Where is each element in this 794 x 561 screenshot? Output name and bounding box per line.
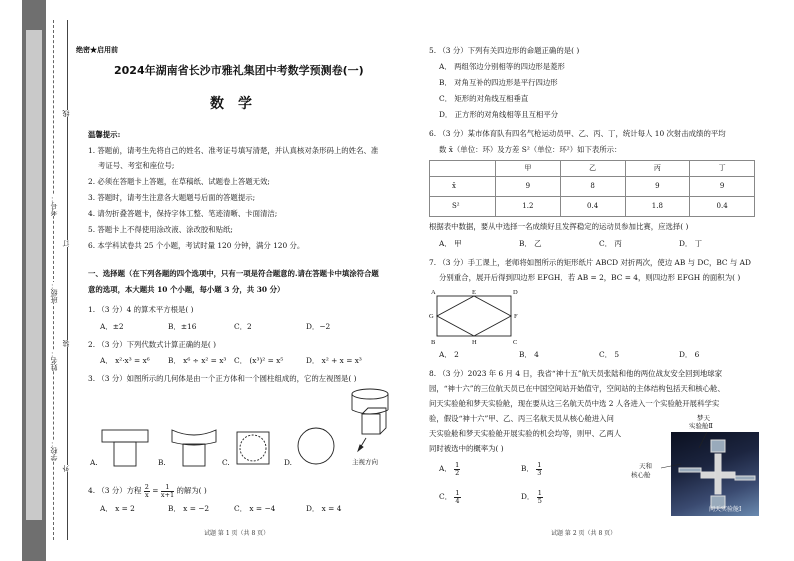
q5-option-a: A． 两组邻边分别相等的四边形是菱形 <box>439 62 565 71</box>
q3-figure-d <box>298 428 334 464</box>
section1-heading: 一、选择题（在下列各题的四个选项中，只有一项是符合题意的.请在答题卡中填涂符合题 <box>88 269 379 278</box>
q8-option-c: C． $\frac{1}{4}$ <box>439 489 460 505</box>
page-1-footer: 试题 第 1 页（共 8 页） <box>204 530 270 537</box>
page-2 <box>425 0 759 561</box>
q8-line-6: 同时被选中的概率为( ) <box>429 444 504 453</box>
q4-option-c: C． x = −4 <box>234 504 276 513</box>
q7-rectangle-figure <box>425 286 525 346</box>
binding-mark-install: 装 <box>62 340 70 347</box>
rhombus-efgh <box>437 296 511 336</box>
table-cell: 0.4 <box>560 197 625 217</box>
point-label: C <box>513 339 518 346</box>
label-pointer-lines <box>655 428 715 478</box>
q1-stem: 1. （3 分）4 的算术平方根是( ) <box>88 305 194 314</box>
notice-title: 温馨提示: <box>88 130 121 139</box>
q2-option-b: B． x⁶ ÷ x² = x³ <box>168 356 227 365</box>
table-row <box>430 197 755 217</box>
section1-heading-cont: 意的选项，本大题共 10 个小题，每小题 3 分，共 30 分） <box>88 285 285 294</box>
school-field-label: 学校： <box>50 440 62 461</box>
q8-option-b: B． $\frac{1}{3}$ <box>521 461 542 477</box>
table-cell: 1.2 <box>496 197 561 217</box>
table-cell: 9 <box>690 177 755 197</box>
table-cell: 9 <box>496 177 561 197</box>
q6-option-b: B． 乙 <box>519 239 542 248</box>
q3-solid <box>352 389 388 451</box>
q3-option-c: C. <box>222 458 230 467</box>
point-label: E <box>472 289 476 296</box>
table-cell: S² <box>430 197 496 217</box>
q3-figure-b <box>172 430 216 466</box>
q7-stem-1: 7. （3 分）手工课上，老师将如图所示的矩形纸片 ABCD 对折两次，使边 AB 与 DC，BC 与 AD <box>429 258 751 267</box>
q7-option-b: B． 4 <box>519 350 539 359</box>
q2-option-d: D． x² + x = x³ <box>306 356 362 365</box>
notice-3: 3. 答题时，请考生注意各大题题号后面的答题提示; <box>88 193 256 202</box>
q7-option-a: A． 2 <box>439 350 459 359</box>
page-2-footer: 试题 第 2 页（共 8 页） <box>551 530 617 537</box>
binding-mark-outer: 外 <box>62 465 70 472</box>
notice-2: 2. 必须在答题卡上答题，在草稿纸、试题卷上答题无效; <box>88 177 270 186</box>
table-header-cell: 丙 <box>625 161 690 177</box>
q8-line-5: 天实验舱和梦天实验舱开展实验的机会均等，则甲、乙两人 <box>429 429 622 438</box>
q4-stem-post: 的解为( ) <box>176 486 207 495</box>
notice-1-cont: 考证号、考室和座位号; <box>98 161 175 170</box>
point-label: F <box>514 313 518 320</box>
q6-stats-table <box>429 160 755 217</box>
table-header-cell: 乙 <box>560 161 625 177</box>
q8-option-a-fraction: $\frac{1}{2}$ <box>455 461 460 477</box>
binding-bar-inner <box>26 30 42 520</box>
q3-option-a: A. <box>90 458 98 467</box>
notice-1: 1. 答题前，请考生先将自己的姓名、准考证号填写清楚，并认真核对条形码上的姓名、准 <box>88 146 379 155</box>
notice-4: 4. 请勿折叠答题卡，保持字体工整、笔迹清晰、卡面清洁; <box>88 209 278 218</box>
binding-mark-order: 订 <box>62 240 70 247</box>
notice-5: 5. 答题卡上不得使用涂改液、涂改胶和贴纸; <box>88 225 233 234</box>
notice-6: 6. 本学科试卷共 25 个小题，考试时量 120 分钟，满分 120 分。 <box>88 241 305 250</box>
q5-option-d: D． 正方形的对角线相等且互相平分 <box>439 110 559 119</box>
tianhe-label: 天和 <box>639 462 652 470</box>
q6-option-d: D． 丁 <box>679 239 703 248</box>
tianhe-label-2: 核心舱 <box>631 471 651 479</box>
q4-option-a: A． x = 2 <box>100 504 135 513</box>
q8-option-c-fraction: $\frac{1}{4}$ <box>455 489 460 505</box>
q8-line-4: 验，假设“神十六”甲、乙、丙三名航天员从核心舱进入问 <box>429 414 614 423</box>
q4-fraction-1: $\frac{2}{x}$ <box>144 483 149 499</box>
table-cell: x̄ <box>430 177 496 197</box>
q3-figure-a <box>102 430 148 466</box>
q8-line-3: 问天实验舱和梦天实验舱，现在要从这三名航天员中选 2 人各进入一个实验舱开展科学实 <box>429 399 720 408</box>
q4-fraction-2: $\frac{1}{x+1}$ <box>160 483 175 499</box>
table-cell: 9 <box>625 177 690 197</box>
table-header-cell <box>430 161 496 177</box>
name-field-label: 姓名： <box>50 350 62 371</box>
q2-option-a: A． x²·x³ = x⁶ <box>100 356 150 365</box>
point-label: G <box>429 313 434 320</box>
q1-option-a: A．±2 <box>100 322 124 331</box>
q1-option-c: C．2 <box>234 322 252 331</box>
class-field-label: 班级： <box>50 282 62 303</box>
exam-number-label: 考号： <box>50 195 62 216</box>
q6-option-a: A． 甲 <box>439 239 462 248</box>
q4-option-d: D． x = 4 <box>306 504 342 513</box>
q4-stem <box>88 484 207 498</box>
rectangle-abcd <box>437 296 511 336</box>
q3-option-b: B. <box>158 458 166 467</box>
table-cell: 8 <box>560 177 625 197</box>
q8-option-d-fraction: $\frac{1}{5}$ <box>537 489 542 505</box>
point-label: B <box>431 339 436 346</box>
q7-option-c: C． 5 <box>599 350 620 359</box>
q5-option-c: C． 矩形的对角线互相垂直 <box>439 94 529 103</box>
exam-title: 2024年湖南省长沙市雅礼集团中考数学预测卷(一) <box>114 64 364 77</box>
q2-stem: 2. （3 分）下列代数式计算正确的是( ) <box>88 340 217 349</box>
table-cell: 1.8 <box>625 197 690 217</box>
page-1 <box>76 0 392 561</box>
table-header-cell: 丁 <box>690 161 755 177</box>
mengtian-label: 梦天 <box>697 414 710 422</box>
table-row <box>430 177 755 197</box>
binding-strip <box>0 0 72 561</box>
binding-solid-line <box>67 20 68 540</box>
point-label: D <box>513 289 518 296</box>
q3-stem: 3. （3 分）如图所示的几何体是由一个正方体和一个圆柱组成的，它的左视图是( ) <box>88 374 357 383</box>
binding-dashed-line <box>53 20 54 540</box>
table-cell: 0.4 <box>690 197 755 217</box>
wentian-label: 问天实验舱Ⅰ <box>709 506 742 513</box>
q3-figures <box>84 388 392 478</box>
table-header-row <box>430 161 755 177</box>
q6-option-c: C． 丙 <box>599 239 622 248</box>
q8-option-a: A． $\frac{1}{2}$ <box>439 461 460 477</box>
q1-option-b: B．±16 <box>168 322 197 331</box>
point-label: H <box>472 339 477 346</box>
subject-title: 数学 <box>210 96 266 112</box>
q8-option-b-fraction: $\frac{1}{3}$ <box>537 461 542 477</box>
mengtian-label-2: 实验舱Ⅱ <box>689 422 713 430</box>
q7-option-d: D． 6 <box>679 350 700 359</box>
q8-line-2: 园，“神十六”的三位航天员已在中国空间站开始值守，空间站的主体结构包括天和核心舱、 <box>429 384 725 393</box>
q6-stem-3: 根据表中数据，要从中选择一名成绩好且发挥稳定的运动员参加比赛，应选择( ) <box>429 222 689 231</box>
binding-mark-line: 线 <box>62 110 70 117</box>
point-label: A <box>431 289 436 296</box>
q4-option-b: B． x = −2 <box>168 504 210 513</box>
q3-option-d: D. <box>284 458 293 467</box>
q6-stem-1: 6. （3 分）某市体育队有四名气枪运动员甲、乙、丙、丁，统计每人 10 次射击成绩的平均 <box>429 129 726 138</box>
q4-stem-pre: 4. （3 分）方程 <box>88 486 142 495</box>
q8-line-1: 8. （3 分）2023 年 6 月 4 日，我省“神十五”航天员张陆和他的两位战友安全回到地球家 <box>429 369 723 378</box>
q1-option-d: D．−2 <box>306 322 331 331</box>
q8-option-d: D． $\frac{1}{5}$ <box>521 489 542 505</box>
q7-stem-2: 分别重合，展开后得到四边形 EFGH．若 AB = 2，BC = 4，则四边形 EFGH 的面积为( ) <box>439 273 741 282</box>
q3-view-direction-label: 主视方向 <box>352 458 378 466</box>
q6-stem-2: 数 x̄（单位：环）及方差 S²（单位：环²）如下表所示： <box>439 145 622 154</box>
secret-label: 绝密★启用前 <box>76 45 118 54</box>
q5-option-b: B． 对角互补的四边形是平行四边形 <box>439 78 558 87</box>
q4-equals: = <box>152 486 159 495</box>
q2-option-c: C． (x³)² = x⁵ <box>234 356 284 365</box>
q3-figure-c <box>237 432 269 464</box>
q5-stem: 5. （3 分）下列有关四边形的命题正确的是( ) <box>429 46 580 55</box>
table-header-cell: 甲 <box>496 161 561 177</box>
